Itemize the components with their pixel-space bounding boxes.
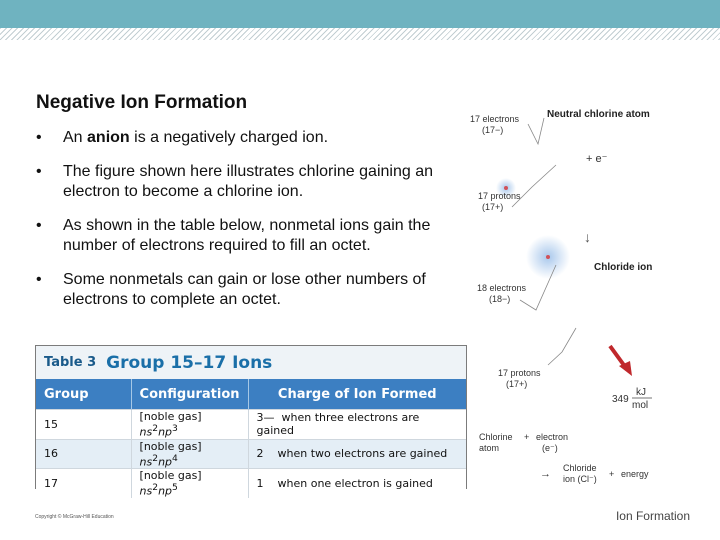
table-number: Table 3 bbox=[44, 355, 97, 370]
plus-electron-label: + e⁻ bbox=[586, 153, 608, 165]
bullet-item: • As shown in the table below, nonmetal ions gain the number of electrons required to fill an octet. bbox=[36, 217, 431, 254]
equation-electron-symbol: (e⁻) bbox=[542, 443, 558, 453]
leader-line bbox=[528, 118, 544, 144]
table-row bbox=[36, 439, 466, 469]
bold-term: anion bbox=[87, 129, 130, 146]
chlorine-ion-figure bbox=[464, 100, 720, 495]
table-title bbox=[36, 346, 466, 379]
proton-charge-label: (17+) bbox=[482, 202, 504, 212]
column-header-group: Group bbox=[36, 379, 131, 410]
chloride-ion-label: Chloride ion bbox=[594, 262, 653, 273]
column-header-configuration: Configuration bbox=[131, 379, 248, 410]
top-banner bbox=[0, 0, 720, 28]
table-row bbox=[36, 410, 466, 440]
proton-count-label: 17 protons bbox=[498, 368, 541, 378]
cell-charge: 1 when one electron is gained bbox=[248, 469, 466, 498]
neutral-atom-label: Neutral chlorine atom bbox=[547, 109, 650, 120]
cell-configuration: [noble gas] $ns^2np^5$ bbox=[131, 469, 248, 498]
energy-value: 349 bbox=[612, 394, 629, 405]
equation-arrow: → bbox=[540, 468, 551, 480]
energy-unit-bottom: mol bbox=[632, 400, 649, 411]
table-body bbox=[36, 379, 466, 498]
bullet-item: • The figure shown here illustrates chlorine gaining an electron to become a chlorine ion. bbox=[36, 163, 433, 200]
slide-title: Negative Ion Formation bbox=[36, 92, 248, 113]
electron-charge-label: (17−) bbox=[482, 125, 504, 135]
bullet-item: • An anion is a negatively charged ion. bbox=[36, 129, 329, 146]
cell-group: 15 bbox=[36, 410, 131, 440]
equation-energy: energy bbox=[621, 469, 649, 479]
electron-count-label: 18 electrons bbox=[477, 283, 527, 293]
cell-group: 17 bbox=[36, 469, 131, 498]
cell-configuration: [noble gas] $ns^2np^3$ bbox=[131, 410, 248, 440]
chloride-ion-nucleus bbox=[546, 255, 550, 259]
table-header-row bbox=[36, 379, 466, 410]
neutral-atom-nucleus bbox=[504, 186, 508, 190]
leader-line bbox=[548, 328, 576, 365]
table-name: Group 15–17 Ions bbox=[106, 352, 273, 373]
equation-chlorine: Chlorine bbox=[479, 432, 513, 442]
equation-atom: atom bbox=[479, 443, 500, 453]
cell-configuration: [noble gas] $ns^2np^4$ bbox=[131, 439, 248, 469]
energy-unit-top: kJ bbox=[636, 387, 646, 398]
group-ions-table bbox=[35, 345, 467, 498]
footer-label: Ion Formation bbox=[615, 509, 690, 523]
proton-count-label: 17 protons bbox=[478, 191, 521, 201]
down-arrow: ↓ bbox=[584, 229, 591, 245]
electron-count-label: 17 electrons bbox=[470, 114, 520, 124]
decorative-dot-band bbox=[0, 28, 720, 40]
equation-chloride: Chloride bbox=[563, 463, 597, 473]
equation-plus: + bbox=[609, 469, 615, 479]
table-row bbox=[36, 469, 466, 498]
equation-plus: + bbox=[524, 432, 530, 442]
cell-group: 16 bbox=[36, 439, 131, 469]
bullet-marker: • bbox=[36, 163, 42, 180]
column-header-charge: Charge of Ion Formed bbox=[248, 379, 466, 410]
equation-chloride-symbol: ion (Cl⁻) bbox=[563, 474, 597, 484]
cell-charge: 3— when three electrons are gained bbox=[248, 410, 466, 440]
leader-line bbox=[512, 165, 556, 207]
copyright-notice: Copyright © McGraw-Hill Education bbox=[35, 514, 114, 520]
bullet-list bbox=[36, 128, 456, 324]
equation-electron: electron bbox=[536, 432, 569, 442]
proton-charge-label: (17+) bbox=[506, 379, 528, 389]
bullet-marker: • bbox=[36, 217, 42, 234]
bullet-marker: • bbox=[36, 129, 42, 146]
bullet-marker: • bbox=[36, 271, 42, 288]
electron-charge-label: (18−) bbox=[489, 294, 511, 304]
bullet-item: • Some nonmetals can gain or lose other numbers of electrons to complete an octet. bbox=[36, 271, 426, 308]
cell-charge: 2 when two electrons are gained bbox=[248, 439, 466, 469]
